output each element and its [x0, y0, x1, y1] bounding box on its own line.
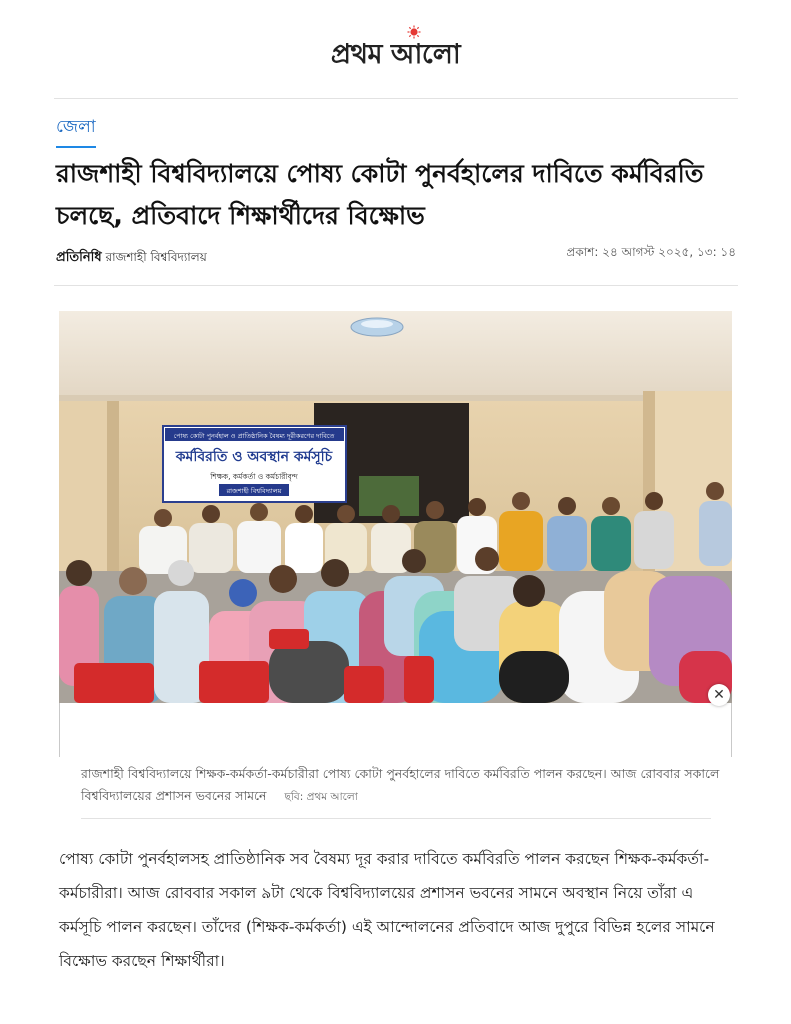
banner-foot-text: রাজশাহী বিশ্ববিদ্যালয় [226, 487, 282, 495]
published-date: প্রকাশ: ২৪ আগস্ট ২০২৫, ১৩: ১৪ [566, 245, 736, 259]
photo-credit: ছবি: প্রথম আলো [284, 791, 358, 803]
logo-wordmark: প্রথম আলো [330, 39, 461, 70]
header-divider [54, 98, 738, 99]
ad-strip [59, 703, 732, 757]
masthead-logo[interactable] [0, 34, 791, 79]
banner-top-text: পোষ্য কোটা পুনর্বহাল ও প্রাতিষ্ঠানিক বৈষম্য দূরীকরণের দাবিতে [173, 432, 335, 440]
article-headline: রাজশাহী বিশ্ববিদ্যালয়ে পোষ্য কোটা পুনর্বহালের দাবিতে কর্মবিরতি চলছে, প্রতিবাদে শিক্ষার্থীদের বিক্ষোভ [56, 159, 704, 230]
sun-icon [407, 25, 421, 39]
close-ad-button[interactable]: ✕ [708, 684, 730, 706]
article-photo [59, 311, 732, 703]
banner-sub-text: শিক্ষক, কর্মকর্তা ও কর্মচারীবৃন্দ [210, 472, 298, 481]
author-line [56, 248, 207, 269]
meta-divider [54, 285, 738, 286]
article-body: পোষ্য কোটা পুনর্বহালসহ প্রাতিষ্ঠানিক সব বৈষম্য দূর করার দাবিতে কর্মবিরতি পালন করছেন শিক্ষক-কর্মকর্তা-কর্মচারীরা। আজ রোববার সকাল ৯টা থেকে বিশ্ববিদ্যালয়ের প্রশাসন ভবনের সামনে অবস্থান নিয়ে তাঁরা এ কর্মসূচি পালন করছেন। তাঁদের (শিক্ষক-কর্মকর্তা) এই আন্দোলনের প্রতিবাদে আজ দুপুরে বিভিন্ন হলের সামনে বিক্ষোভ করছেন শিক্ষার্থীরা। [59, 850, 715, 970]
photo-caption [81, 763, 721, 808]
caption-divider [81, 818, 711, 819]
section-link[interactable]: জেলা [56, 114, 96, 148]
author-label[interactable]: প্রতিনিধি [56, 250, 102, 265]
caption-text: রাজশাহী বিশ্ববিদ্যালয়ে শিক্ষক-কর্মকর্তা-কর্মচারীরা পোষ্য কোটা পুনর্বহালের দাবিতে কর্মবিরতি পালন করছেন। আজ রোববার সকালে বিশ্ববিদ্যালয়ের প্রশাসন ভবনের সামনে [81, 766, 720, 803]
author-location: রাজশাহী বিশ্ববিদ্যালয় [105, 250, 207, 264]
banner-title-text: কর্মবিরতি ও অবস্থান কর্মসূচি [175, 449, 333, 465]
